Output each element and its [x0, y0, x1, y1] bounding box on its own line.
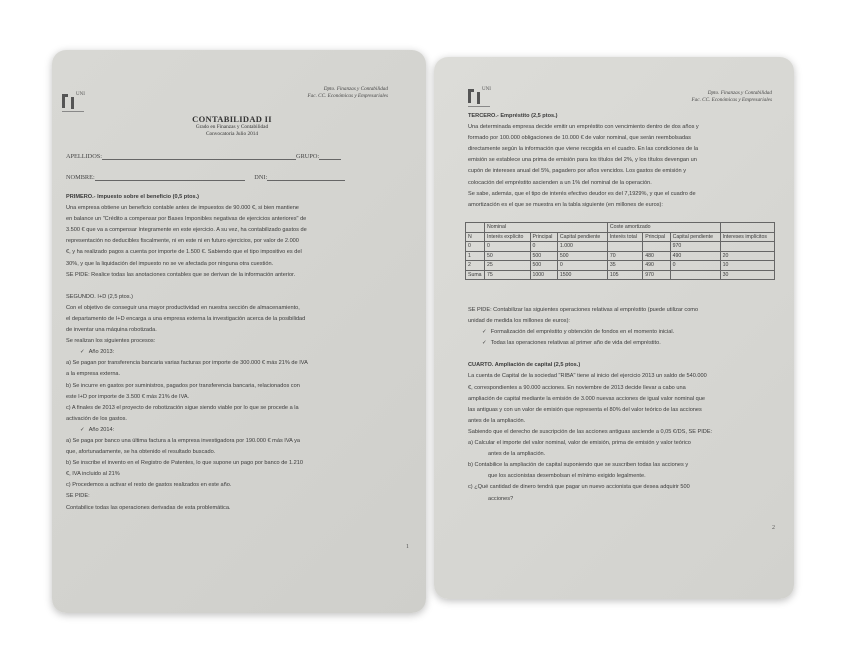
checkmark-icon: ✓ [80, 426, 85, 433]
exam-session: Convocatoria Julio 2014 [205, 131, 259, 137]
text-line-content: Formalización del empréstito y obtención de fondos en el momento inicial. [490, 329, 675, 336]
text-line [468, 371, 786, 382]
text-line [66, 192, 422, 203]
text-line-content: antes de la ampliación. [488, 451, 546, 458]
text-line-content: Una empresa obtiene un beneficio contable antes de impuestos de 90.000 €, si bien mantiene [66, 205, 299, 212]
text-line-content: La cuenta de Capital de la sociedad "RIBA" tiene al inicio del ejercicio 2013 un saldo de 540.000 [468, 373, 707, 380]
text-line [468, 155, 778, 166]
checklist-item [468, 327, 786, 338]
text-line-content: de inventar una máquina robotizada. [66, 327, 157, 334]
table-row [466, 242, 775, 252]
text-line [468, 449, 786, 460]
university-logo-icon: UNI [468, 87, 496, 113]
table-cell: 70 [607, 251, 642, 261]
apellidos-field[interactable] [66, 153, 341, 160]
table-row [466, 251, 775, 261]
text-line [66, 303, 422, 314]
text-line [66, 259, 422, 270]
page-title: CONTABILIDAD II [192, 114, 272, 124]
table-cell: 75 [485, 270, 531, 280]
table-group-header-row [466, 223, 775, 233]
text-line [468, 360, 786, 371]
text-line [468, 460, 786, 471]
table-header-cell: Intereses implícitos [720, 232, 774, 242]
text-line-content: a la empresa externa. [66, 371, 121, 378]
text-line [66, 414, 422, 425]
faculty-name: Fac. CC. Económicas y Empresariales [307, 92, 388, 99]
table-header-cell: Principal [530, 232, 557, 242]
text-line-content: Todas las operaciones relativas al primer año de vida del empréstito. [490, 340, 661, 347]
page-number: 1 [406, 544, 409, 550]
text-line [66, 480, 422, 491]
table-cell [720, 242, 774, 252]
table-cell: 30 [720, 270, 774, 280]
table-cell: 20 [720, 251, 774, 261]
text-line-content: b) Contabilice la ampliación de capital suponiendo que se suscriben todas las acciones y [468, 462, 689, 469]
text-line [468, 316, 786, 327]
text-line [468, 122, 778, 133]
text-line [468, 133, 778, 144]
text-line-content: €, y ha realizado pagos a cuenta por importe de 1.500 €. Sabiendo que el tipo impositivo es del [66, 249, 302, 256]
table-cell: 2 [466, 261, 485, 271]
department-header [308, 86, 389, 99]
text-line [66, 225, 422, 236]
checklist-item [66, 425, 422, 436]
table-cell: 480 [643, 251, 670, 261]
table-cell: 0 [485, 242, 531, 252]
apellidos-label: APELLIDOS: [66, 153, 103, 160]
text-line-content: que, afortunadamente, se ha obtenido el resultado buscado. [66, 449, 216, 456]
text-line-content: antes de la ampliación. [468, 417, 526, 424]
text-line-content: 3.500 € que va a compensar íntegramente en este ejercicio. A su vez, ha contabilizado gastos de [66, 227, 307, 234]
text-line [66, 292, 422, 303]
department-name: Dpto. Finanzas y Contabilidad [323, 86, 388, 92]
text-line-content: acciones? [488, 495, 514, 502]
table-header-row [466, 232, 775, 242]
checklist-item [66, 347, 422, 358]
text-line-content: Año 2013: [88, 349, 115, 356]
text-line [66, 403, 422, 414]
exam-page-1 [52, 50, 426, 613]
table-cell: 970 [643, 270, 670, 280]
checkmark-icon: ✓ [80, 349, 85, 356]
text-line-content: Sabiendo que el derecho de suscripción de las acciones antiguas asciende a 0,05 €/DS, SE PIDE: [468, 428, 713, 435]
text-line [468, 416, 786, 427]
text-line [66, 336, 422, 347]
text-line-content: b) Se inscribe el invento en el Registro de Patentes, lo que supone un pago por banco de 1.210 [66, 460, 303, 467]
table-group-nominal: Nominal [485, 223, 608, 233]
table-row [466, 261, 775, 271]
text-line-content: Se realizan los siguientes procesos: [66, 338, 156, 345]
text-line [468, 166, 778, 177]
text-line-content: PRIMERO.- Impuesto sobre el beneficio (0,5 ptos.) [66, 194, 200, 200]
table-cell: 105 [607, 270, 642, 280]
text-line-content: b) Se incurre en gastos por suministros, pagados por transferencia bancaria, relacionados con [66, 382, 300, 389]
table-header-cell: Principal [643, 232, 670, 242]
text-line [468, 200, 778, 211]
text-line [66, 469, 422, 480]
faculty-name: Fac. CC. Económicas y Empresariales [691, 96, 772, 103]
text-line-content: a) Se paga por banco una última factura a la empresa investigadora por 190.000 € más IVA ya [66, 437, 301, 444]
text-line [468, 349, 786, 360]
text-line-content: este I+D por importe de 3.500 € más 21% de IVA. [66, 393, 190, 400]
degree-name: Grado en Finanzas y Contabilidad [195, 124, 269, 130]
table-cell: 0 [530, 242, 557, 252]
text-line-content: CUARTO. Ampliación de capital (2,5 ptos.) [468, 362, 581, 369]
text-line [468, 427, 786, 438]
text-line [468, 178, 778, 189]
table-cell [670, 270, 720, 280]
grupo-label: GRUPO: [296, 153, 320, 160]
table-cell: 500 [530, 251, 557, 261]
exam-questions-body [66, 192, 422, 514]
text-line [468, 144, 778, 155]
text-line [66, 392, 422, 403]
table-cell: 10 [720, 261, 774, 271]
text-line [66, 236, 422, 247]
table-header-cell: Interés total [607, 232, 642, 242]
text-line-content: Se sabe, además, que el tipo de interés efectivo deudor es del 7,1929%, y que el cuadro de [468, 190, 696, 197]
department-header [692, 90, 773, 103]
amortization-table [465, 222, 775, 280]
nombre-label: NOMBRE: [66, 174, 95, 181]
table-header-cell: Capital pendiente [670, 232, 720, 242]
text-line-content: el departamento de I+D encarga a una empresa externa la investigación acerca de la posibilidad [66, 315, 306, 322]
table-cell [607, 242, 642, 252]
text-line-content: €, IVA incluido al 21% [66, 471, 120, 478]
text-line-content: SEGUNDO. I+D (2,5 ptos.) [66, 293, 133, 300]
table-cell: 1000 [530, 270, 557, 280]
text-line-content: c) A finales de 2013 el proyecto de robotización sigue siendo viable por lo que se procede a la [66, 404, 299, 411]
text-line-content: ampliación de capital mediante la emisión de 3.000 nuevas acciones de igual valor nominal que [468, 395, 705, 402]
table-cell: 500 [557, 251, 607, 261]
text-line-content: TERCERO.- Empréstito (2,5 ptos.) [468, 113, 558, 119]
text-line [66, 314, 422, 325]
text-line-content: c) ¿Qué cantidad de dinero tendrá que pagar un nuevo accionista que desea adquirir 500 [468, 484, 690, 491]
text-line-content: Año 2014: [88, 426, 115, 433]
text-line [468, 494, 786, 505]
text-line-content: a) Calcular el importe del valor nominal, valor de emisión, prima de emisión y valor teórico [468, 440, 691, 447]
text-line [66, 358, 422, 369]
text-line-content: c) Procedemos a activar el resto de gastos realizados en este año. [66, 482, 232, 489]
text-line [66, 270, 422, 281]
text-line-content: Con el objetivo de conseguir una mayor productividad en nuestra sección de almacenamiento, [66, 304, 300, 311]
text-line [468, 405, 786, 416]
text-line [66, 325, 422, 336]
table-cell: 490 [670, 251, 720, 261]
table-cell: 25 [485, 261, 531, 271]
text-line [468, 383, 786, 394]
table-cell: 1.000 [557, 242, 607, 252]
text-line-content: activación de los gastos. [66, 415, 127, 422]
text-line [66, 214, 422, 225]
text-line [66, 281, 422, 292]
checklist-item [468, 338, 786, 349]
text-line-content: las antiguas y con un valor de emisión que representa el 80% del valor teórico de las acciones [468, 406, 702, 413]
checkmark-icon: ✓ [482, 340, 487, 347]
table-group-coste: Coste amortizado [607, 223, 720, 233]
table-cell: 0 [670, 261, 720, 271]
text-line-content: unidad de medida los millones de euros): [468, 318, 570, 325]
text-line [66, 458, 422, 469]
table-header-cell: Capital pendiente [557, 232, 607, 242]
university-logo-icon: UNI [62, 92, 90, 118]
nombre-field[interactable] [66, 174, 345, 181]
text-line-content: formado por 100.000 obligaciones de 10.000 € de valor nominal, que serán reembolsadas [468, 135, 691, 142]
text-line [468, 482, 786, 493]
exam-page-2 [434, 57, 794, 599]
table-cell: 500 [530, 261, 557, 271]
text-line-content: Contabilice todas las operaciones derivadas de esta problemática. [66, 504, 231, 511]
table-header-cell: N [466, 232, 485, 242]
text-line-content: emisión se establece una prima de emisión para los títulos del 2%, y los títulos devengan un [468, 157, 697, 164]
exam-title-block [162, 114, 302, 138]
text-line-content: representación no deducibles fiscalmente, ni en este ni en futuro ejercicios, por valor de 2.000 [66, 238, 299, 245]
text-line [66, 369, 422, 380]
table-cell: 0 [466, 242, 485, 252]
text-line-content: amortización es el que se muestra en la tabla siguiente (en millones de euros): [468, 201, 663, 208]
page-number: 2 [772, 525, 775, 531]
text-line-content: a) Se pagan por transferencia bancaria varias facturas por importe de 300.000 € más 21% de IVA [66, 360, 308, 367]
question-three-text [468, 111, 778, 211]
text-line [66, 491, 422, 502]
text-line [66, 503, 422, 514]
table-cell: 1500 [557, 270, 607, 280]
table-header-cell: Interés explícito [485, 232, 531, 242]
text-line-content: directamente según la información que viene recogida en el cuadro. En las condiciones de la [468, 146, 699, 153]
text-line-content: €, correspondientes a 90.000 acciones. En noviembre de 2013 decide llevar a cabo una [468, 384, 686, 391]
text-line [468, 438, 786, 449]
text-line [66, 247, 422, 258]
text-line [66, 203, 422, 214]
text-line-content: SE PIDE: Realice todas las anotaciones contables que se derivan de la información anterior. [66, 271, 296, 278]
table-cell: 50 [485, 251, 531, 261]
text-line [66, 447, 422, 458]
table-cell: Suma [466, 270, 485, 280]
text-line-content: 30%, y que la liquidación del impuesto no se ve afectada por ninguna otra cuestión. [66, 260, 274, 267]
text-line [468, 305, 786, 316]
text-line-content: SE PIDE: Contabilizar las siguientes operaciones relativas al empréstito (puede utilizar como [468, 307, 699, 313]
table-cell: 1 [466, 251, 485, 261]
table-cell: 35 [607, 261, 642, 271]
text-line-content: en balance un "Crédito a compensar por Bases Imponibles negativas de ejercicios anteriores" de [66, 216, 307, 223]
text-line [468, 394, 786, 405]
text-line [468, 111, 778, 122]
text-line-content: cupón de intereses anual del 5%, pagadero por años vencidos. Los gastos de emisión y [468, 168, 686, 175]
dni-label: DNI: [254, 174, 268, 181]
question-four-text [468, 305, 786, 505]
text-line [66, 381, 422, 392]
text-line [66, 436, 422, 447]
text-line-content: SE PIDE: [66, 493, 90, 500]
checkmark-icon: ✓ [482, 329, 487, 336]
text-line [468, 471, 786, 482]
text-line-content: colocación del empréstito ascienden a un 1% del nominal de la operación. [468, 179, 652, 186]
department-name: Dpto. Finanzas y Contabilidad [707, 90, 772, 96]
text-line-content: que los accionistas desembolsan el mínimo exigido legalmente. [488, 473, 646, 480]
text-line-content: Una determinada empresa decide emitir un empréstito con vencimiento dentro de dos años y [468, 124, 699, 131]
table-row [466, 270, 775, 280]
table-cell: 0 [557, 261, 607, 271]
table-cell: 490 [643, 261, 670, 271]
text-line [468, 189, 778, 200]
table-cell: 970 [670, 242, 720, 252]
table-cell [643, 242, 670, 252]
